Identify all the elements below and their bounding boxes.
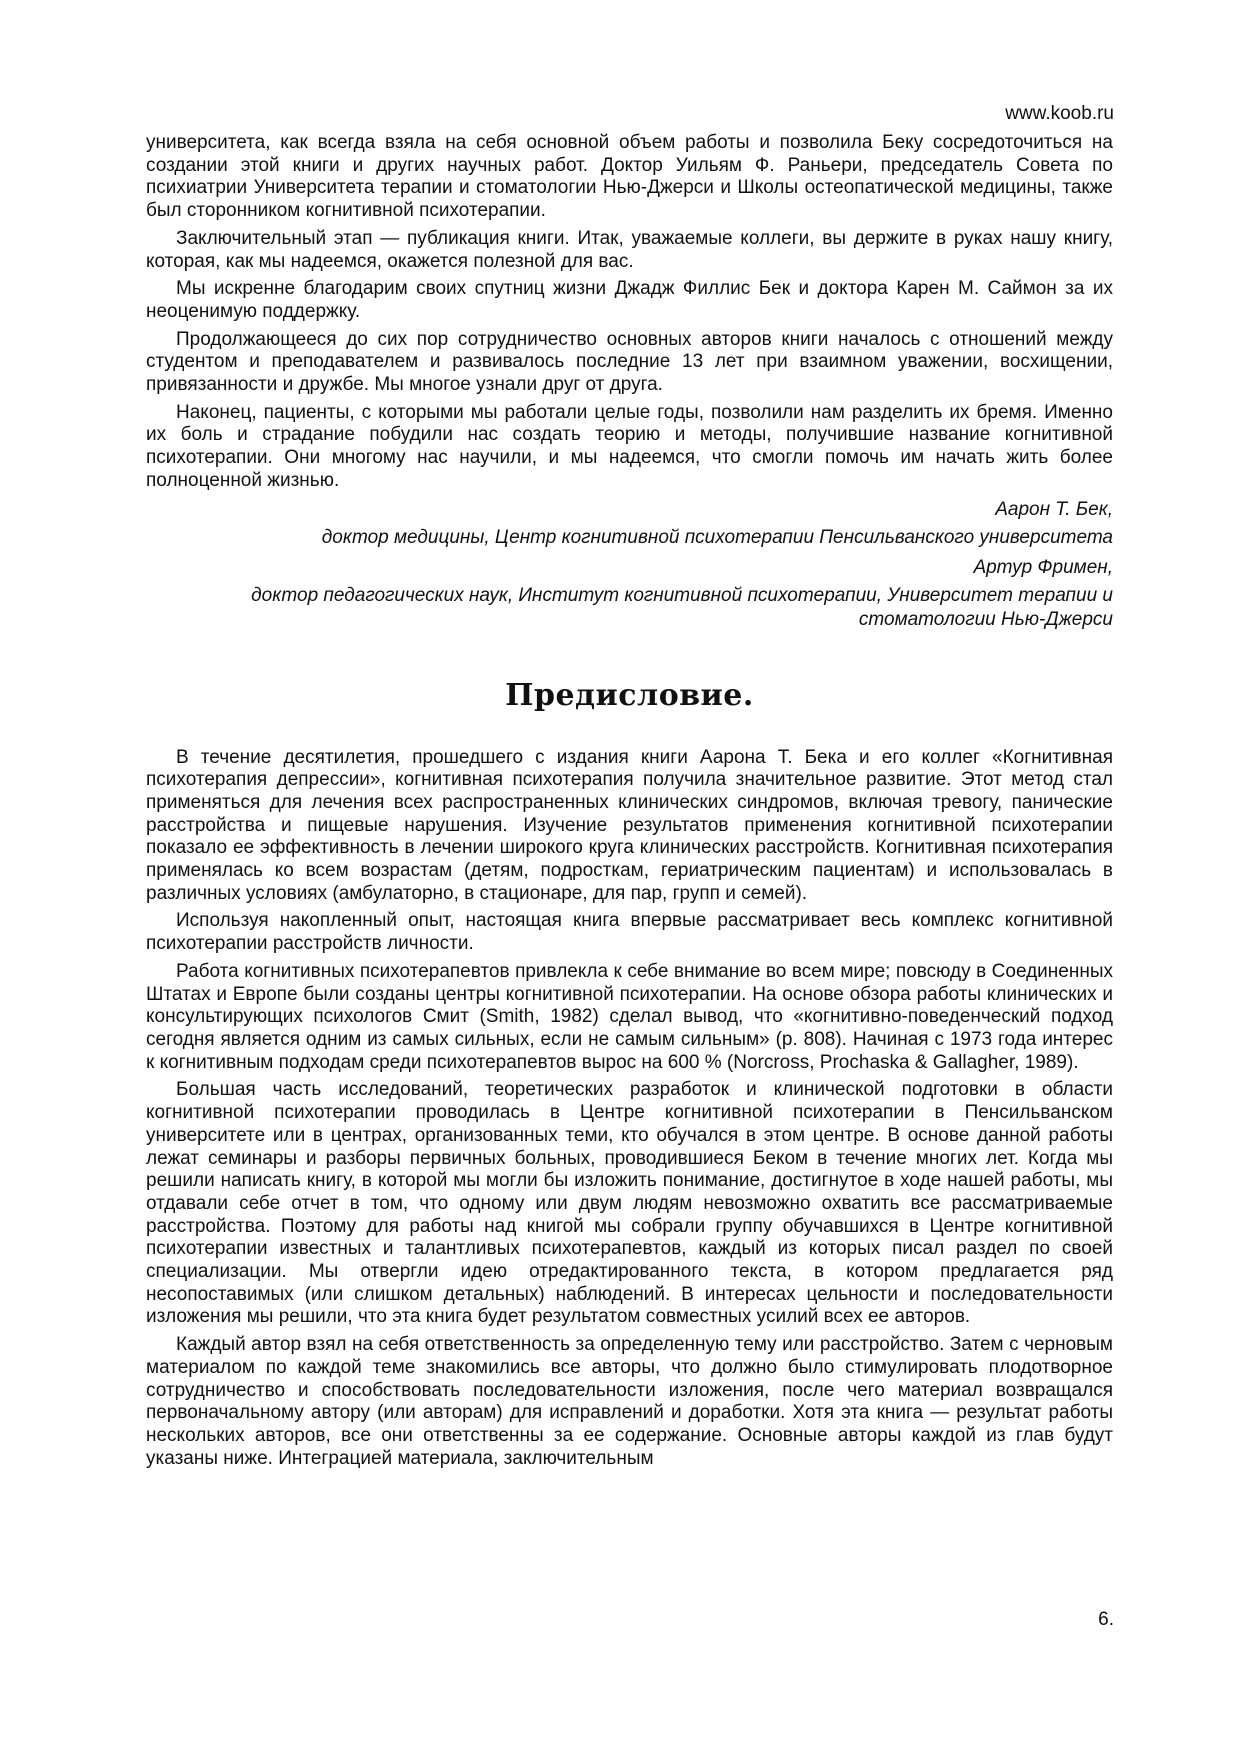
paragraph: Продолжающееся до сих пор сотрудничество основных авторов книги началось с отношений между студентом и преподавателем и развивалось последние 13 лет при взаимном уважении, восхищении, привязанности и дружбе. Мы многое узнали друг от друга. — [146, 328, 1113, 396]
paragraph: Мы искренне благодарим своих спутниц жизни Джадж Филлис Бек и доктора Карен М. Саймон за их неоценимую поддержку. — [146, 278, 1113, 322]
paragraph: университета, как всегда взяла на себя основной объем работы и позволила Беку сосредоточиться на создании этой книги и других научных работ. Доктор Уильям Ф. Раньери, председатель Совета по психиатрии Университета терапии и стоматологии Нью-Джерси и Школы остеопатической медицины, также был сторонником когнитивной психотерапии. — [146, 132, 1113, 222]
paragraph: Большая часть исследований, теоретических разработок и клинической подготовки в области когнитивной психотерапии проводилась в Центре когнитивной психотерапии в Пенсильванском университете или в центрах, организованных теми, кто обучался в этом центре. В основе данной работы лежат семинары и разборы первичных больных, проводившиеся Беком в течение многих лет. Когда мы решили написать книгу, в которой мы могли бы изложить понимание, достигнутое в ходе нашей работы, мы отдавали себе отчет в том, что одному или двум людям невозможно охватить все рассматриваемые расстройства. Поэтому для работы над книгой мы собрали группу обучавшихся в Центре когнитивной психотерапии известных и талантливых психотерапевтов, каждый из которых писал раздел по своей специализации. Мы отвергли идею отредактированного текста, в котором предлагается ряд несопоставимых (или слишком детальных) наблюдений. В интересах цельности и последовательности изложения мы решили, что эта книга будет результатом совместных усилий всех ее авторов. — [146, 1079, 1113, 1328]
paragraph: Каждый автор взял на себя ответственность за определенную тему или расстройство. Затем с черновым материалом по каждой теме знакомились все авторы, что должно было стимулировать плодотворное сотрудничество и способствовать последовательности изложения, после чего материал возвращался первоначальному автору (или авторам) для исправлений и доработки. Хотя эта книга — результат работы нескольких авторов, все они ответственны за ее содержание. Основные авторы каждой из глав будут указаны ниже. Интеграцией материала, заключительным — [146, 1334, 1113, 1469]
signature-affiliation: доктор медицины, Центр когнитивной психотерапии Пенсильванского университета — [321, 526, 1113, 548]
signature-block — [146, 498, 1113, 632]
intro-section — [146, 132, 1113, 493]
paragraph: Заключительный этап — публикация книги. Итак, уважаемые коллеги, вы держите в руках нашу книгу, которая, как мы надеемся, окажется полезной для вас. — [146, 227, 1113, 272]
signature-name: Артур Фримен, — [973, 556, 1113, 578]
paragraph: Используя накопленный опыт, настоящая книга впервые рассматривает весь комплекс когнитивной психотерапии расстройств личности. — [146, 910, 1113, 955]
signature-affiliation: доктор педагогических наук, Институт когнитивной психотерапии, Университет терапии и стоматологии Нью-Джерси — [251, 584, 1113, 630]
paragraph: Работа когнитивных психотерапевтов привлекла к себе внимание во всем мире; повсюду в Соединенных Штатах и Европе были созданы центры когнитивной психотерапии. На основе обзора работы клинических и консультирующих психологов Смит (Smith, 1982) сделал вывод, что «когнитивно-поведенческий подход сегодня является одним из самых сильных, если не самым сильным» (p. 808). Начиная с 1973 года интерес к когнитивным подходам среди психотерапевтов вырос на 600 % (Norcross, Prochaska & Gallagher, 1989). — [146, 960, 1113, 1073]
page-number: 6. — [1098, 1609, 1114, 1630]
paragraph: В течение десятилетия, прошедшего с издания книги Аарона Т. Бека и его коллег «Когнитивная психотерапия депрессии», когнитивная психотерапия получила значительное развитие. Этот метод стал применяться для лечения всех распространенных клинических синдромов, включая тревогу, панические расстройства и пищевые нарушения. Изучение результатов применения когнитивной психотерапии показало ее эффективность в лечении широкого круга клинических расстройств. Когнитивная психотерапия применялась ко всем возрастам (детям, подросткам, гериатрическим пациентам) и использовалась в различных условиях (амбулаторно, в стационаре, для пар, групп и семей). — [146, 746, 1113, 904]
paragraph: Наконец, пациенты, с которыми мы работали целые годы, позволили нам разделить их бремя. Именно их боль и страдание побудили нас создать теорию и методы, получившие название когнитивной психотерапии. Они многому нас научили, и мы надеемся, что смогли помочь им начать жить более полноценной жизнью. — [146, 401, 1113, 491]
signature-name: Аарон Т. Бек, — [995, 498, 1113, 520]
chapter-title: Предисловие. — [505, 677, 754, 713]
site-url[interactable]: www.koob.ru — [1005, 103, 1114, 124]
chapter-body — [146, 747, 1113, 1471]
